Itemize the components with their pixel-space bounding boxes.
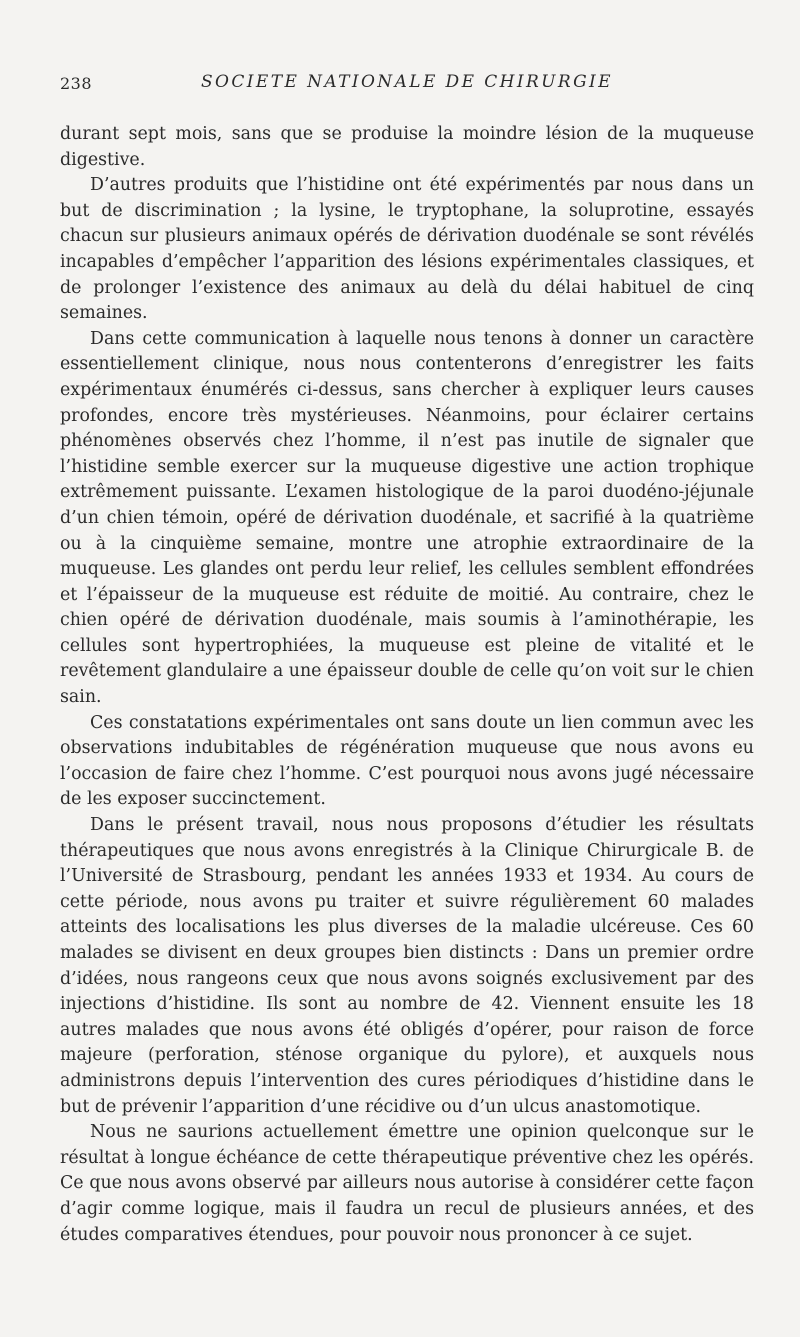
- document-page: [60, 70, 754, 1248]
- paragraph-1: durant sept mois, sans que se produise la moindre lésion de la muqueuse digestive.: [60, 124, 754, 170]
- page-header: [60, 70, 754, 100]
- paragraph-3: Dans cette communication à laquelle nous tenons à donner un caractère essentiellement clinique, nous nous contenterons d’enregistrer les faits expérimentaux énumérés ci-dessus, sans chercher à expliquer leurs causes profondes, encore très mystérieuses. Néanmoins, pour éclairer certains phénomènes observés chez l’homme, il n’est pas inutile de signaler que l’histidine semble exercer sur la muqueuse digestive une action trophique extrêmement puissante. L’examen histologique de la paroi duodéno-jéjunale d’un chien témoin, opéré de dérivation duodénale, et sacrifié à la quatrième ou à la cinquième semaine, montre une atrophie extraordinaire de la muqueuse. Les glandes ont perdu leur relief, les cellules semblent effondrées et l’épaisseur de la muqueuse est réduite de moitié. Au contraire, chez le chien opéré de dérivation duodénale, mais soumis à l’aminothérapie, les cellules sont hypertrophiées, la muqueuse est pleine de vitalité et le revêtement glandulaire a une épaisseur double de celle qu’on voit sur le chien sain.: [60, 328, 754, 708]
- paragraph-5: Dans le présent travail, nous nous proposons d’étudier les résultats thérapeutiques que nous avons enregistrés à la Clinique Chirurgicale B. de l’Université de Strasbourg, pendant les années 1933 et 1934. Au cours de cette période, nous avons pu traiter et suivre régulièrement 60 malades atteints des localisations les plus diverses de la maladie ulcéreuse. Ces 60 malades se divisent en deux groupes bien distincts : Dans un premier ordre d’idées, nous rangeons ceux que nous avons soignés exclusivement par des injections d’histidine. Ils sont au nombre de 42. Viennent ensuite les 18 autres malades que nous avons été obligés d’opérer, pour raison de force majeure (perforation, sténose organique du pylore), et auxquels nous administrons depuis l’intervention des cures périodiques d’histidine dans le but de prévenir l’apparition d’une récidive ou d’un ulcus anastomotique.: [60, 815, 754, 1117]
- paragraph-6: Nous ne saurions actuellement émettre une opinion quelconque sur le résultat à longue échéance de cette thérapeutique préventive chez les opérés. Ce que nous avons observé par ailleurs nous autorise à considérer cette façon d’agir comme logique, mais il faudra un recul de plusieurs années, et des études comparatives étendues, pour pouvoir nous prononcer à ce sujet.: [60, 1122, 754, 1245]
- running-head: SOCIETE NATIONALE DE CHIRURGIE: [201, 72, 613, 92]
- body-text: [60, 122, 754, 1248]
- paragraph-2: D’autres produits que l’histidine ont été expérimentés par nous dans un but de discrimination ; la lysine, le tryptophane, la soluprotine, essayés chacun sur plusieurs animaux opérés de dérivation duodénale se sont révélés incapables d’empêcher l’apparition des lésions expérimentales classiques, et de prolonger l’existence des animaux au delà du délai habituel de cinq semaines.: [60, 175, 754, 324]
- page-number: 238: [60, 74, 93, 93]
- paragraph-4: Ces constatations expérimentales ont sans doute un lien commun avec les observations indubitables de régénération muqueuse que nous avons eu l’occasion de faire chez l’homme. C’est pourquoi nous avons jugé nécessaire de les exposer succinctement.: [60, 712, 754, 810]
